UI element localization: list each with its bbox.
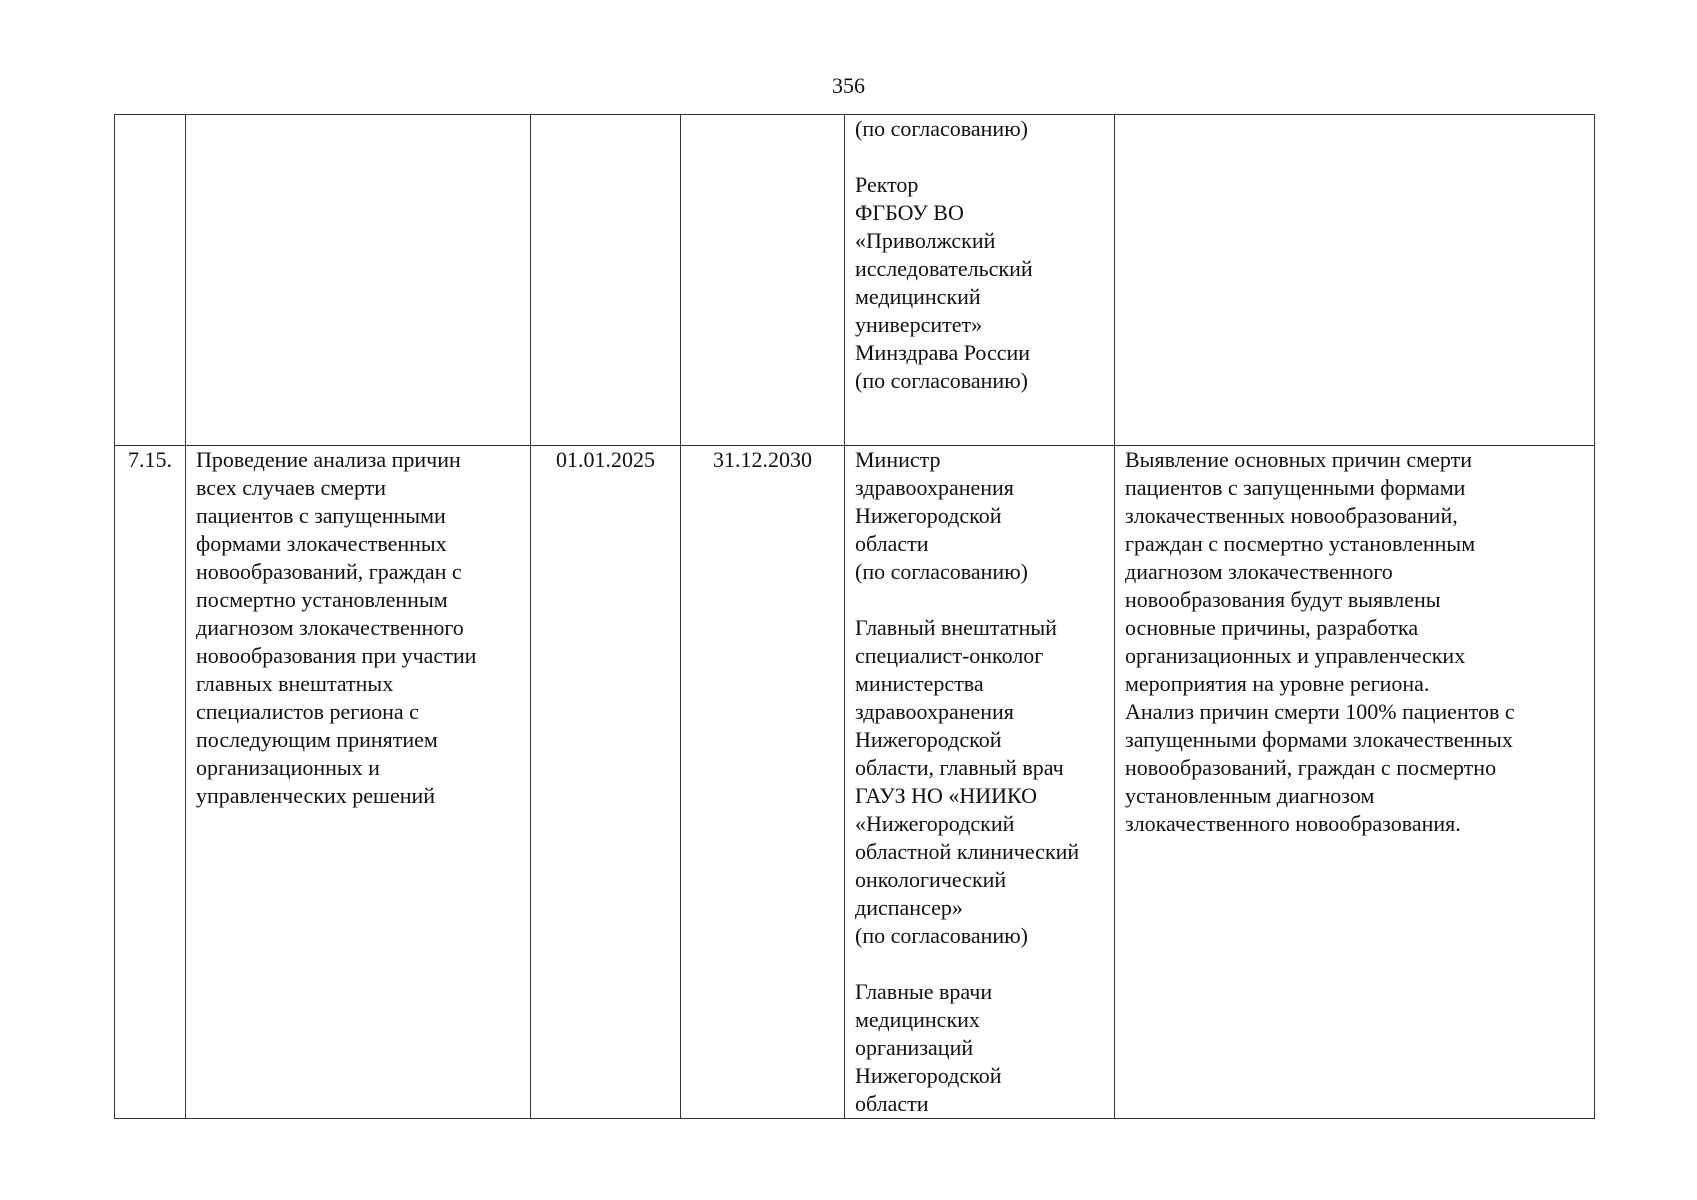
action-cell: Проведение анализа причин всех случаев смерти пациентов с запущенными формами злокачественных новообразований, граждан с посмертно установленным диагнозом злокачественного новообразования при участии главных внештатных специалистов региона с последующим принятием организационных и управленческих решений bbox=[186, 446, 531, 1119]
responsible-cell: (по согласованию) Ректор ФГБОУ ВО «Приволжский исследовательский медицинский университет» Минздрава России (по согласованию) bbox=[845, 115, 1115, 446]
end-date-cell: 31.12.2030 bbox=[681, 446, 845, 1119]
table-row bbox=[115, 115, 1595, 446]
row-number-cell: 7.15. bbox=[115, 446, 186, 1119]
table-row bbox=[115, 446, 1595, 1119]
row-number-cell bbox=[115, 115, 186, 446]
page-number: 356 bbox=[832, 73, 865, 98]
plan-table bbox=[114, 114, 1595, 1119]
result-cell: Выявление основных причин смерти пациентов с запущенными формами злокачественных новообразований, граждан с посмертно установленным диагнозом злокачественного новообразования будут выявлены основные причины, разработка организационных и управленческих мероприятия на уровне региона. Анализ причин смерти 100% пациентов с запущенными формами злокачественных новообразований, граждан с посмертно установленным диагнозом злокачественного новообразования. bbox=[1115, 446, 1595, 1119]
start-date-cell bbox=[531, 115, 681, 446]
start-date-cell: 01.01.2025 bbox=[531, 446, 681, 1119]
end-date-cell bbox=[681, 115, 845, 446]
action-cell bbox=[186, 115, 531, 446]
responsible-cell: Министр здравоохранения Нижегородской области (по согласованию) Главный внештатный специалист-онколог министерства здравоохранения Нижегородской области, главный врач ГАУЗ НО «НИИКО «Нижегородский областной клинический онкологический диспансер» (по согласованию) Главные врачи медицинских организаций Нижегородской области bbox=[845, 446, 1115, 1119]
result-cell bbox=[1115, 115, 1595, 446]
